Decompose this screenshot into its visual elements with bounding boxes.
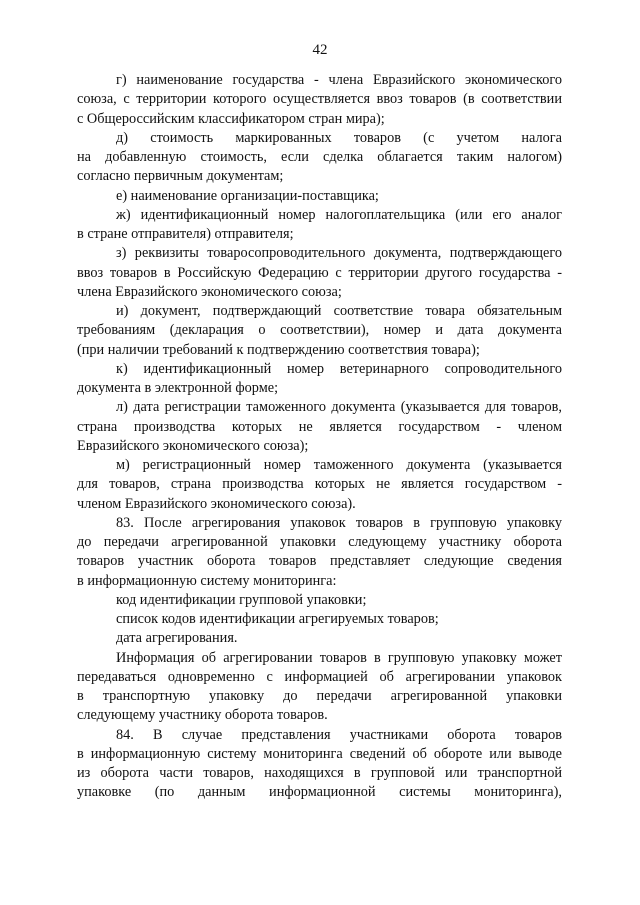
paragraph-line: ввоз товаров в Российскую Федерацию с территории другого государства - (77, 264, 562, 281)
paragraph-i (77, 302, 562, 360)
paragraph-line: и) документ, подтверждающий соответствие товара обязательным (116, 303, 562, 319)
paragraph-line: Информация об агрегировании товаров в групповую упаковку может (116, 649, 562, 666)
paragraph-line: следующему участнику оборота товаров. (77, 707, 328, 724)
paragraph-z (77, 244, 562, 302)
paragraph-line: документа в электронной форме; (77, 380, 279, 396)
paragraph-line: код идентификации групповой упаковки; (116, 591, 367, 608)
paragraph-line: з) реквизиты товаросопроводительного документа, подтверждающего (116, 245, 562, 262)
paragraph-line: в стране отправителя) отправителя; (77, 226, 294, 242)
paragraph-line: список кодов идентификации агрегируемых товаров; (116, 611, 439, 627)
paragraph-k (77, 360, 562, 399)
paragraph-p83d (77, 649, 562, 726)
paragraph-line: члена Евразийского экономического союза; (77, 283, 342, 300)
paragraph-line: в информационную систему мониторинга: (77, 572, 337, 589)
paragraph-line: для товаров, страна производства которых не является государством - (77, 476, 562, 493)
paragraph-p83b (77, 610, 562, 629)
paragraph-zh (77, 206, 562, 245)
document-body (77, 71, 562, 803)
paragraph-line: страна производства которых не является государством - членом (77, 418, 562, 435)
paragraph-p84 (77, 726, 562, 803)
paragraph-line: в транспортную упаковку до передачи агрегированной упаковки (77, 688, 562, 704)
paragraph-line: Евразийского экономического союза); (77, 437, 309, 454)
paragraph-line: л) дата регистрации таможенного документа (указывается для товаров, (116, 399, 562, 416)
paragraph-line: до передачи агрегированной упаковки следующему участнику оборота (77, 534, 562, 550)
paragraph-line: (при наличии требований к подтверждению соответствия товара); (77, 341, 480, 358)
paragraph-line: в информационную систему мониторинга сведений об обороте или выводе (77, 745, 562, 762)
paragraph-line: союза, с территории которого осуществляется ввоз товаров (в соответствии (77, 91, 562, 108)
paragraph-line: дата агрегирования. (116, 630, 238, 647)
paragraph-line: 83. После агрегирования упаковок товаров в групповую упаковку (116, 514, 562, 531)
paragraph-l (77, 398, 562, 456)
paragraph-line: с Общероссийским классификатором стран мира); (77, 110, 385, 127)
paragraph-line: е) наименование организации-поставщика; (116, 187, 379, 204)
paragraph-p83c (77, 629, 562, 648)
paragraph-p83 (77, 514, 562, 591)
paragraph-m (77, 456, 562, 514)
paragraph-line: ж) идентификационный номер налогоплательщика (или его аналог (116, 206, 562, 223)
paragraph-line: товаров участник оборота товаров представляет следующие сведения (77, 553, 562, 570)
paragraph-d (77, 129, 562, 187)
page-number: 42 (312, 42, 328, 58)
paragraph-line: упаковке (по данным информационной системы мониторинга), (77, 784, 562, 801)
paragraph-g (77, 71, 562, 129)
paragraph-line: из оборота части товаров, находящихся в групповой или транспортной (77, 765, 562, 781)
paragraph-line: м) регистрационный номер таможенного документа (указывается (116, 457, 562, 473)
paragraph-line: на добавленную стоимость, если сделка облагается таким налогом) (77, 149, 562, 165)
paragraph-line: д) стоимость маркированных товаров (с учетом налога (116, 129, 562, 146)
paragraph-p83a (77, 591, 562, 610)
paragraph-line: 84. В случае представления участниками оборота товаров (116, 726, 562, 743)
paragraph-line: передаваться одновременно с информацией об агрегировании упаковок (77, 668, 562, 685)
paragraph-line: требованиям (декларация о соответствии), номер и дата документа (77, 322, 562, 339)
paragraph-line: членом Евразийского экономического союза). (77, 495, 356, 512)
paragraph-line: г) наименование государства - члена Евразийского экономического (116, 72, 562, 88)
paragraph-line: к) идентификационный номер ветеринарного сопроводительного (116, 360, 562, 377)
paragraph-line: согласно первичным документам; (77, 168, 284, 185)
paragraph-e (77, 187, 562, 206)
